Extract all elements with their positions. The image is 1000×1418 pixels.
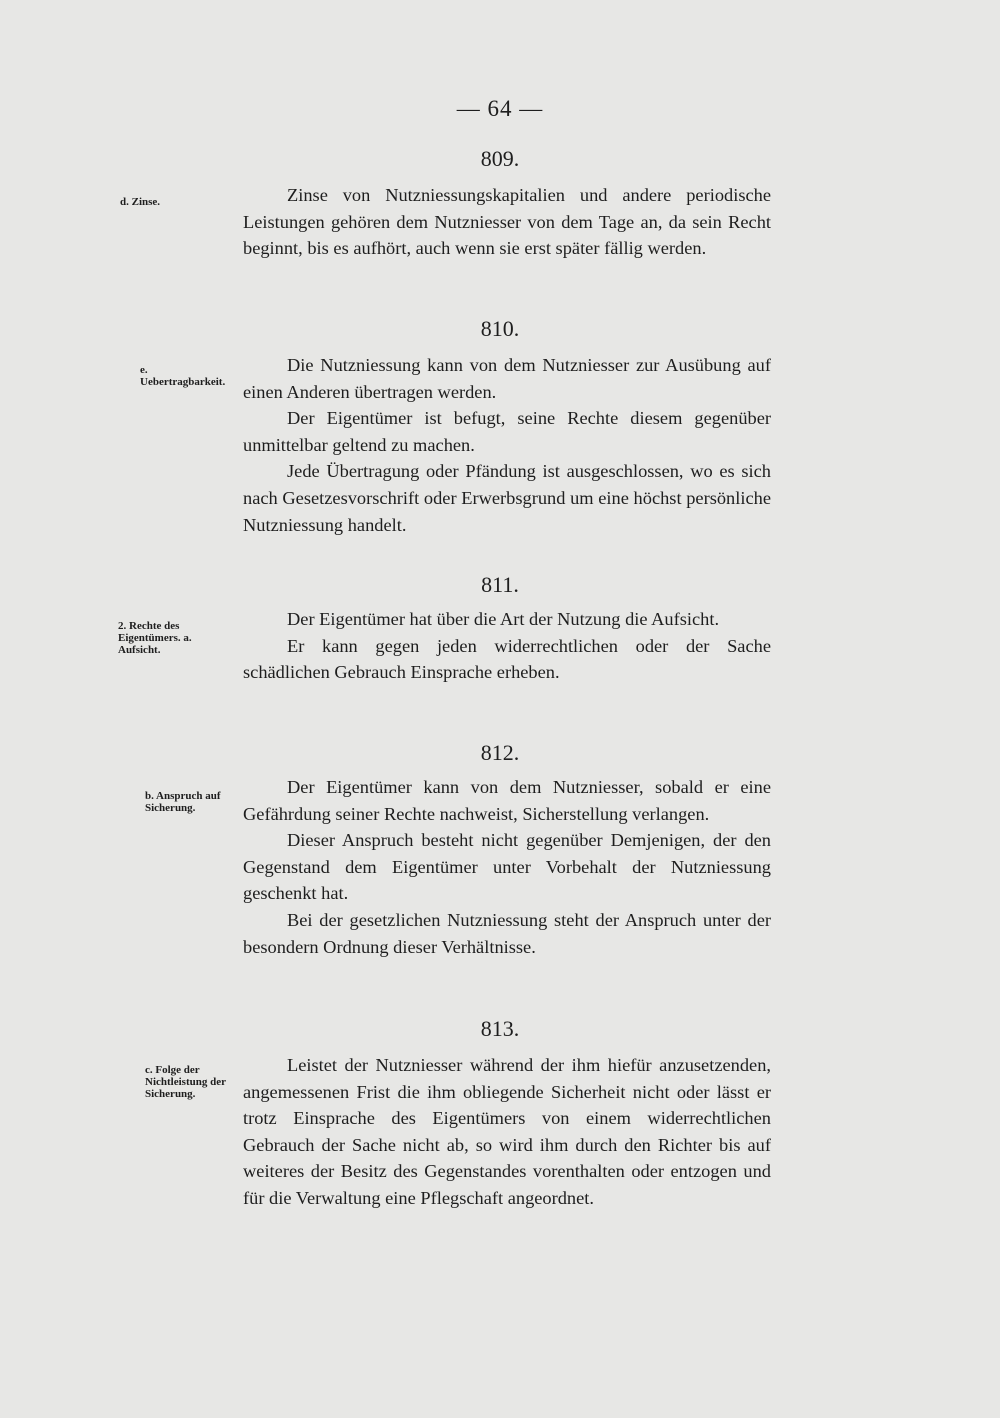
margin-note: 2. Rechte des Eigentümers. a. Aufsicht. bbox=[118, 620, 192, 656]
margin-note: d. Zinse. bbox=[120, 196, 161, 208]
section-body bbox=[243, 606, 771, 686]
section-number: 811. bbox=[481, 572, 519, 597]
paragraph: Der Eigentümer hat über die Art der Nutzung die Aufsicht. bbox=[287, 609, 720, 629]
paragraph: Die Nutzniessung kann von dem Nutzniesser zur Ausübung auf einen Anderen übertragen werden. bbox=[243, 355, 771, 402]
section-body bbox=[243, 774, 771, 960]
margin-note: c. Folge der Nichtleistung der Sicherung. bbox=[145, 1064, 226, 1100]
page-number: — 64 — bbox=[456, 96, 544, 121]
margin-note: e. Uebertragbarkeit. bbox=[140, 364, 226, 388]
paragraph: Er kann gegen jeden widerrechtlichen oder der Sache schädlichen Gebrauch Einsprache erheben. bbox=[243, 635, 771, 683]
paragraph: Zinse von Nutzniessungskapitalien und andere periodische Leistungen gehören dem Nutzniesser von dem Tage an, da sein Recht beginnt, bis es aufhört, auch wenn sie erst später fällig werden. bbox=[243, 185, 771, 259]
paragraph: Leistet der Nutzniesser während der ihm hiefür anzusetzenden, angemessenen Frist die ihm obliegende Sicherheit nicht oder lässt er trotz Einsprache des Eigentümers von einem widerrechtlichen Gebrauch der Sache nicht ab, so wird ihm durch den Richter bis auf weiteres der Besitz des Gegenstandes vorenthalten oder entzogen und für die Verwaltung eine Pflegschaft angeordnet. bbox=[243, 1055, 771, 1208]
section-body bbox=[243, 1052, 771, 1212]
paragraph: Der Eigentümer ist befugt, seine Rechte diesem gegenüber unmittelbar geltend zu machen. bbox=[243, 408, 771, 455]
paragraph: Bei der gesetzlichen Nutzniessung steht der Anspruch unter der besondern Ordnung dieser Verhältnisse. bbox=[243, 909, 771, 957]
paragraph: Dieser Anspruch besteht nicht gegenüber Demjenigen, der den Gegenstand dem Eigentümer unter Vorbehalt der Nutzniessung geschenkt hat. bbox=[243, 830, 771, 904]
section-number: 810. bbox=[480, 316, 520, 341]
paragraph: Der Eigentümer kann von dem Nutzniesser, sobald er eine Gefährdung seiner Rechte nachweist, Sicherstellung verlangen. bbox=[243, 777, 771, 824]
paragraph: Jede Übertragung oder Pfändung ist ausgeschlossen, wo es sich nach Gesetzesvorschrift oder Erwerbsgrund um eine höchst persönliche Nutzniessung handelt. bbox=[243, 461, 771, 535]
section-body bbox=[243, 182, 771, 262]
section-number: 813. bbox=[480, 1016, 520, 1041]
section-body bbox=[243, 352, 771, 538]
margin-note: b. Anspruch auf Sicherung. bbox=[145, 790, 221, 814]
section-number: 812. bbox=[480, 740, 520, 765]
section-number: 809. bbox=[480, 146, 520, 171]
